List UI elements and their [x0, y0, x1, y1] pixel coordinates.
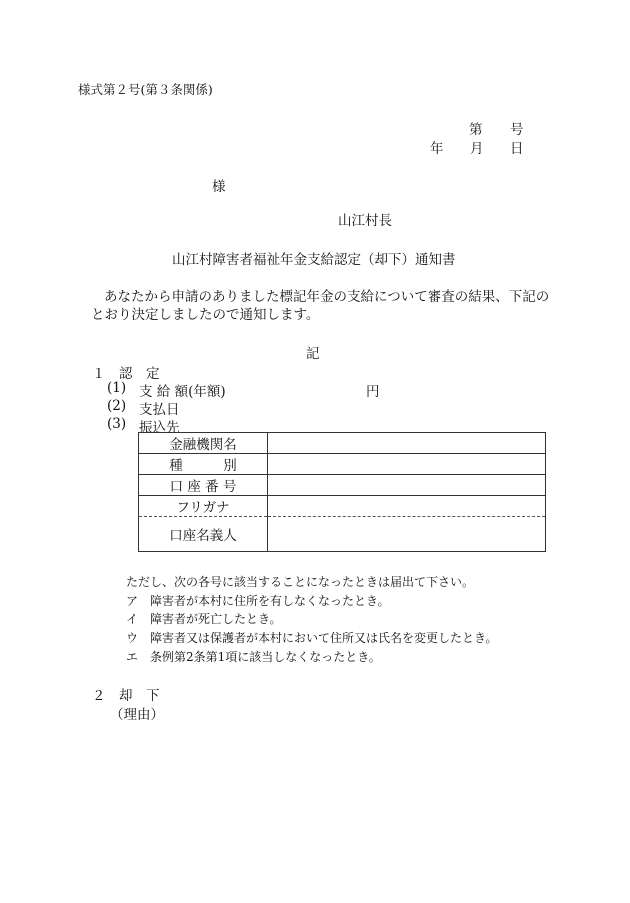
- table-row: [139, 496, 546, 517]
- rejection-reason-label: （理由）: [110, 707, 164, 723]
- date-day: 日: [510, 141, 524, 157]
- sender-name: 山江村長: [338, 213, 392, 229]
- table-row: [139, 517, 546, 552]
- table-row: [139, 433, 546, 454]
- furigana-field[interactable]: [268, 496, 546, 517]
- note-mark-i: イ: [126, 612, 139, 626]
- section-rejection-heading: ２ 却 下: [92, 688, 160, 704]
- account-holder-field[interactable]: [268, 517, 546, 552]
- note-mark-u: ウ: [126, 631, 139, 645]
- bank-name-field[interactable]: [268, 433, 546, 454]
- note-text-u: 障害者又は保護者が本村において住所又は氏名を変更したとき。: [150, 631, 498, 645]
- number-prefix: 第: [469, 122, 483, 138]
- date-year: 年: [430, 141, 444, 157]
- item-1-label: 支 給 額(年額): [139, 384, 226, 400]
- account-number-field[interactable]: [268, 475, 546, 496]
- body-text-line-2: とおり決定しましたので通知します。: [91, 307, 320, 323]
- item-1-unit: 円: [366, 384, 380, 400]
- date-month: 月: [470, 141, 484, 157]
- note-mark-a: ア: [126, 594, 139, 608]
- item-2-label: 支払日: [139, 402, 180, 418]
- item-3-number: (3): [107, 416, 127, 432]
- account-holder-label: 口座名義人: [139, 517, 268, 552]
- recipient-honorific: 様: [212, 179, 226, 195]
- number-suffix: 号: [510, 122, 524, 138]
- item-1-number: (1): [107, 380, 127, 396]
- note-text-a: 障害者が本村に住所を有しなくなったとき。: [150, 594, 390, 608]
- body-text-line-1: あなたから申請のありました標記年金の支給について審査の結果、下記の: [104, 289, 550, 305]
- note-mark-e: エ: [126, 650, 139, 664]
- table-row: [139, 454, 546, 475]
- account-type-field[interactable]: [268, 454, 546, 475]
- document-title: 山江村障害者福祉年金支給認定（却下）通知書: [172, 252, 456, 268]
- bank-name-label: 金融機関名: [139, 433, 268, 454]
- furigana-label: フリガナ: [139, 496, 268, 517]
- note-text-e: 条例第2条第1項に該当しなくなったとき。: [150, 650, 381, 664]
- item-2-number: (2): [107, 398, 127, 414]
- note-text-i: 障害者が死亡したとき。: [150, 612, 282, 626]
- section-approval-heading: １ 認 定: [92, 366, 160, 382]
- notes-intro: ただし、次の各号に該当することになったときは届出て下さい。: [126, 575, 475, 589]
- table-row: [139, 475, 546, 496]
- account-type-label: 種 別: [139, 454, 268, 475]
- ki-heading: 記: [306, 346, 320, 362]
- account-number-label: 口 座 番 号: [139, 475, 268, 496]
- item-3-label: 振込先: [139, 420, 180, 436]
- form-number: 様式第２号(第３条関係): [78, 82, 213, 97]
- bank-transfer-table: [138, 432, 546, 552]
